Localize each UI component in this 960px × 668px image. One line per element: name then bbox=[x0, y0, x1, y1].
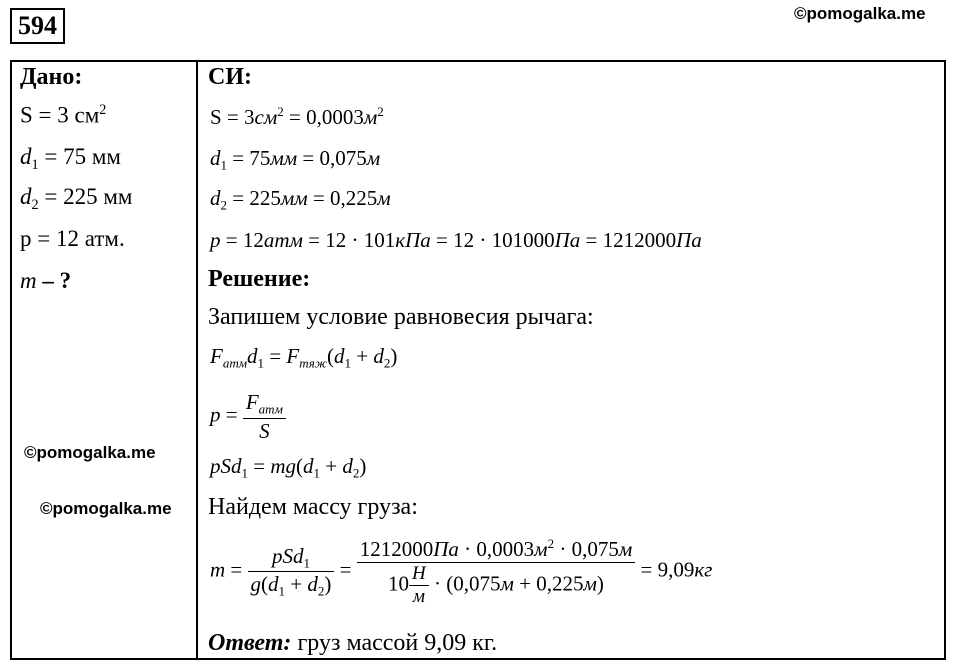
given-d1: $d_1 = 75$ мм bbox=[20, 144, 121, 173]
given-d2: $d_2 = 225$ мм bbox=[20, 184, 133, 213]
given-unknown: m – ? bbox=[20, 268, 72, 293]
equation-mass-calculation: m = $\frac{pSd_1}{g(d_1 + d_2)}$ = $1212000Па \cdot 0,0003м^2 \cdot 0,075м$ 10 $\frac{Н}{м}$ · (0,075м + 0,225м) = 9,09кг bbox=[210, 536, 713, 607]
given-header: Дано: bbox=[20, 64, 83, 90]
answer-line: Ответ: груз массой 9,09 кг. bbox=[208, 630, 498, 656]
si-d1: $d_1 = 75мм = 0,075м$ bbox=[210, 146, 381, 173]
given-pressure: p = 12 атм. bbox=[20, 226, 125, 251]
problem-number: 594 bbox=[10, 8, 65, 44]
solution-text-find-mass: Найдем массу груза: bbox=[208, 494, 418, 520]
solution-text-equilibrium: Запишем условие равновесия рычага: bbox=[208, 304, 594, 330]
si-d2: $d_2 = 225мм = 0,225м$ bbox=[210, 186, 391, 213]
equation-lever-balance: $F_{атм}d_1 = F_{тяж}(d_1 + d_2)$ bbox=[210, 344, 398, 371]
column-divider bbox=[196, 60, 198, 660]
equation-pressure: p = $\frac{F_{атм}}{S}$ bbox=[210, 390, 286, 444]
si-pressure: p = 12атм = 12 · 101кПа = 12 · 101000Па = 1212000Па bbox=[210, 228, 702, 252]
si-header: СИ: bbox=[208, 64, 252, 90]
watermark-left-2: ©pomogalka.me bbox=[40, 499, 172, 518]
given-area: S = 3 $см^2$ bbox=[20, 102, 107, 128]
watermark-top-right: ©pomogalka.me bbox=[794, 4, 926, 23]
watermark-left-1: ©pomogalka.me bbox=[24, 443, 156, 462]
equation-combined: $pSd_1 = mg(d_1 + d_2)$ bbox=[210, 454, 367, 481]
solution-header: Решение: bbox=[208, 266, 311, 292]
si-area: $S = 3см^2 = 0,0003м^2$ bbox=[210, 104, 384, 129]
